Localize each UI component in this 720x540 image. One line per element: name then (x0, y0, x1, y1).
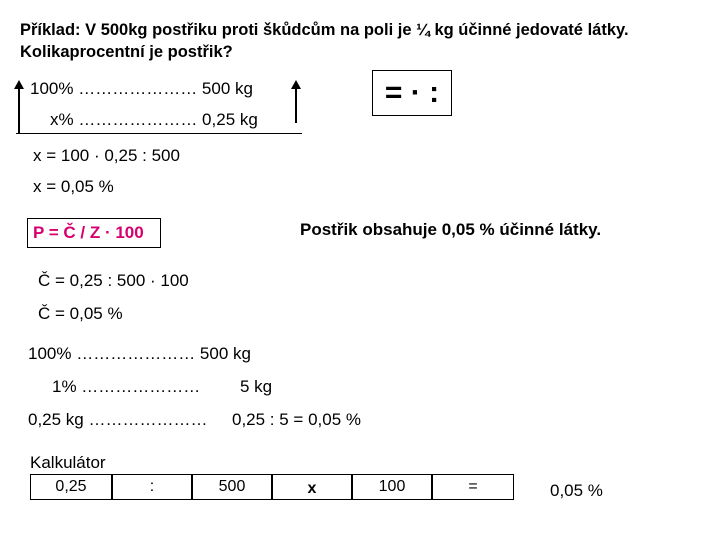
problem-statement-line1: Příklad: V 500kg postřiku proti škůdcům na poli je ¼ kg účinné jedovaté látky. (20, 21, 629, 39)
calculator-key-divide: : (112, 474, 192, 500)
alt-solution-step-2: Č = 0,05 % (38, 304, 123, 323)
calculator-key-value: 0,25 (30, 474, 112, 500)
calculator-key-500: 500 (192, 474, 272, 500)
solution-step-1: x = 100 · 0,25 : 500 (33, 146, 180, 165)
problem-statement-line2: Kolikaprocentní je postřik? (20, 43, 233, 61)
percentage-formula: P = Č / Z · 100 (27, 218, 161, 248)
proportion-divider (16, 133, 302, 134)
alt-solution-step-1: Č = 0,25 : 500 · 100 (38, 271, 189, 290)
calculator-key-multiply: x (272, 474, 352, 500)
proportion-row-1: 100% ………………… 500 kg (30, 79, 253, 98)
method-row-3-right: 0,25 : 5 = 0,05 % (232, 410, 362, 429)
calculator-key-100: 100 (352, 474, 432, 500)
calculator-result: 0,05 % (550, 481, 603, 500)
method-row-2-right: 5 kg (240, 377, 273, 396)
method-row-1: 100% ………………… 500 kg (28, 344, 251, 363)
operators-box: = · : (372, 70, 452, 116)
arrow-up-left-icon (13, 80, 25, 133)
arrow-up-right-icon (290, 80, 302, 123)
calculator-label: Kalkulátor (30, 453, 106, 472)
answer-sentence: Postřik obsahuje 0,05 % účinné látky. (300, 220, 602, 239)
calculator-key-equals: = (432, 474, 514, 500)
method-row-2-left: 1% ………………… (52, 377, 201, 396)
proportion-row-2: x% ………………… 0,25 kg (50, 110, 258, 129)
solution-step-2: x = 0,05 % (33, 177, 114, 196)
method-row-3-left: 0,25 kg ………………… (28, 410, 208, 429)
